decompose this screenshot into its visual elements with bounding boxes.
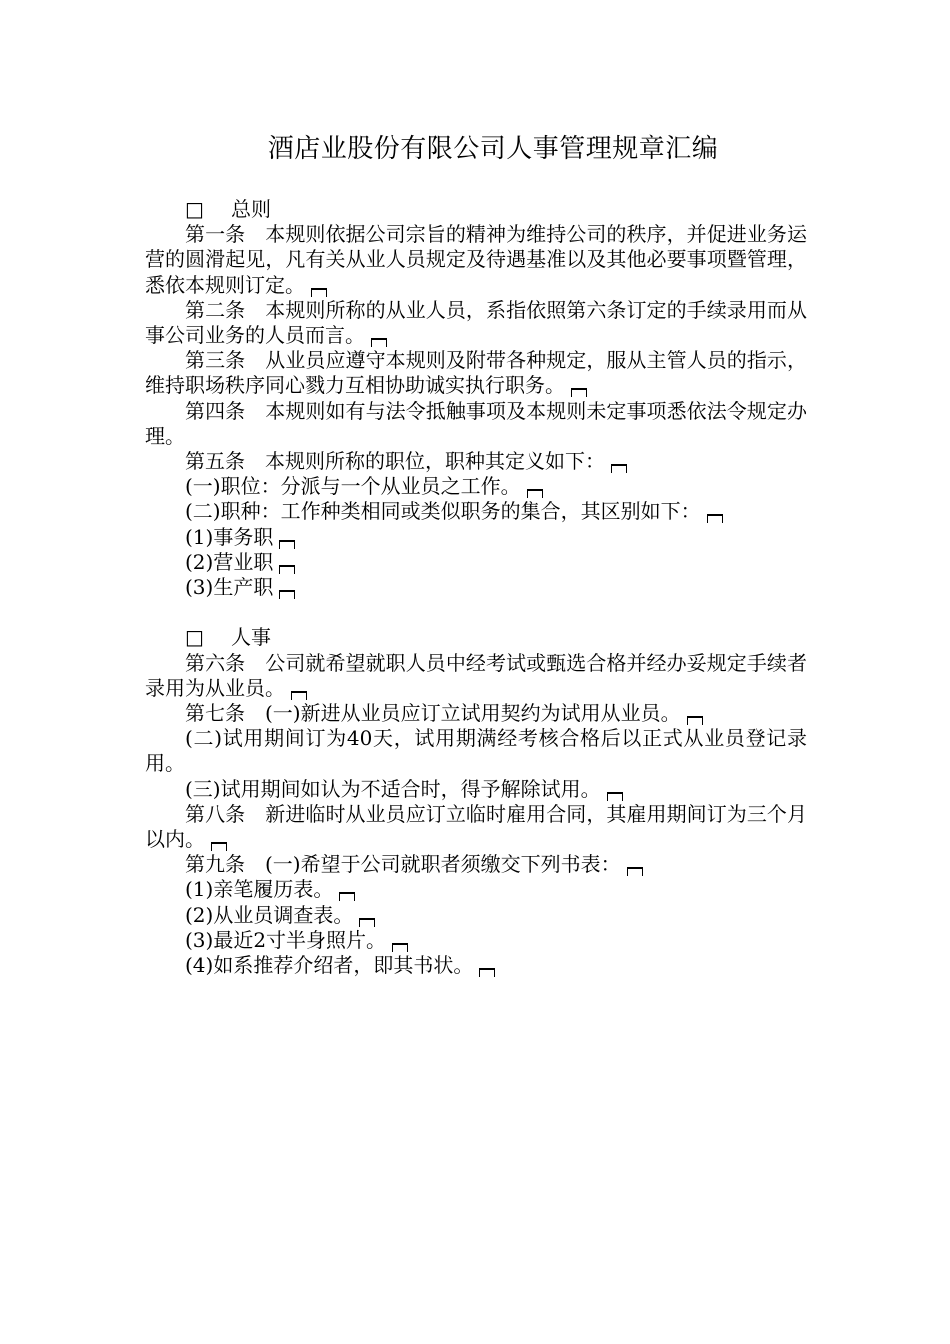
article-paragraph: (二)试用期间订为40天，试用期满经考核合格后以正式从业员登记录用。	[145, 726, 807, 776]
paragraph-mark-icon	[627, 867, 643, 876]
list-item: (3)最近2寸半身照片。	[145, 928, 807, 953]
list-item: (3)生产职	[145, 575, 807, 600]
list-item: (2)从业员调查表。	[145, 903, 807, 928]
section-heading	[145, 197, 807, 222]
checkbox-square-icon: □	[185, 625, 204, 650]
article-paragraph: 第八条 新进临时从业员应订立临时雇用合同，其雇用期间订为三个月以内。	[145, 801, 807, 852]
document-title: 酒店业股份有限公司人事管理规章汇编	[267, 134, 719, 164]
section-heading-text: 总则	[231, 197, 271, 221]
checkbox-square-icon: □	[185, 197, 204, 221]
paragraph-mark-icon	[291, 691, 307, 700]
list-item: (1)亲笔履历表。	[145, 877, 807, 902]
list-item: (4)如系推荐介绍者，即其书状。	[145, 953, 807, 978]
paragraph-mark-icon	[611, 464, 627, 473]
paragraph-mark-icon	[211, 842, 227, 851]
paragraph-mark-icon	[607, 792, 623, 801]
section-heading	[145, 625, 807, 650]
article-paragraph: 第五条 本规则所称的职位，职种其定义如下：	[145, 449, 807, 474]
section-heading-text: 人事	[231, 625, 271, 650]
paragraph-mark-icon	[311, 288, 327, 297]
article-paragraph: 第四条 本规则如有与法令抵触事项及本规则未定事项悉依法令规定办理。	[145, 398, 807, 448]
list-item: (2)营业职	[145, 550, 807, 575]
article-paragraph: 第二条 本规则所称的从业人员，系指依照第六条订定的手续录用而从事公司业务的人员而言。	[145, 297, 807, 348]
paragraph-mark-icon	[527, 489, 543, 498]
paragraph-mark-icon	[339, 892, 355, 901]
article-paragraph: 第一条 本规则依据公司宗旨的精神为维持公司的秩序，并促进业务运营的圆滑起见，凡有关从业人员规定及待遇基准以及其他必要事项暨管理，悉依本规则订定。	[145, 222, 807, 297]
paragraph-mark-icon	[479, 968, 495, 977]
article-paragraph: 第九条 (一)希望于公司就职者须缴交下列书表：	[145, 852, 807, 877]
section-spacer	[145, 600, 807, 625]
list-item: (1)事务职	[145, 525, 807, 550]
paragraph-mark-icon	[359, 918, 375, 927]
paragraph-mark-icon	[279, 590, 295, 599]
list-item: (二)职种：工作种类相同或类似职务的集合，其区别如下：	[145, 499, 807, 524]
article-paragraph: 第七条 (一)新进从业员应订立试用契约为试用从业员。	[145, 701, 807, 726]
article-paragraph: 第三条 从业员应遵守本规则及附带各种规定，服从主管人员的指示，维持职场秩序同心戮力互相协助诚实执行职务。	[145, 348, 807, 398]
document-body	[145, 197, 807, 978]
paragraph-mark-icon	[571, 388, 587, 397]
article-paragraph: 第六条 公司就希望就职人员中经考试或甄选合格并经办妥规定手续者录用为从业员。	[145, 650, 807, 700]
list-item: (一)职位：分派与一个从业员之工作。	[145, 474, 807, 499]
article-paragraph: (三)试用期间如认为不适合时，得予解除试用。	[145, 777, 807, 802]
paragraph-mark-icon	[371, 338, 387, 347]
paragraph-mark-icon	[279, 540, 295, 549]
paragraph-mark-icon	[279, 565, 295, 574]
paragraph-mark-icon	[707, 514, 723, 523]
paragraph-mark-icon	[687, 716, 703, 725]
paragraph-mark-icon	[392, 943, 408, 952]
